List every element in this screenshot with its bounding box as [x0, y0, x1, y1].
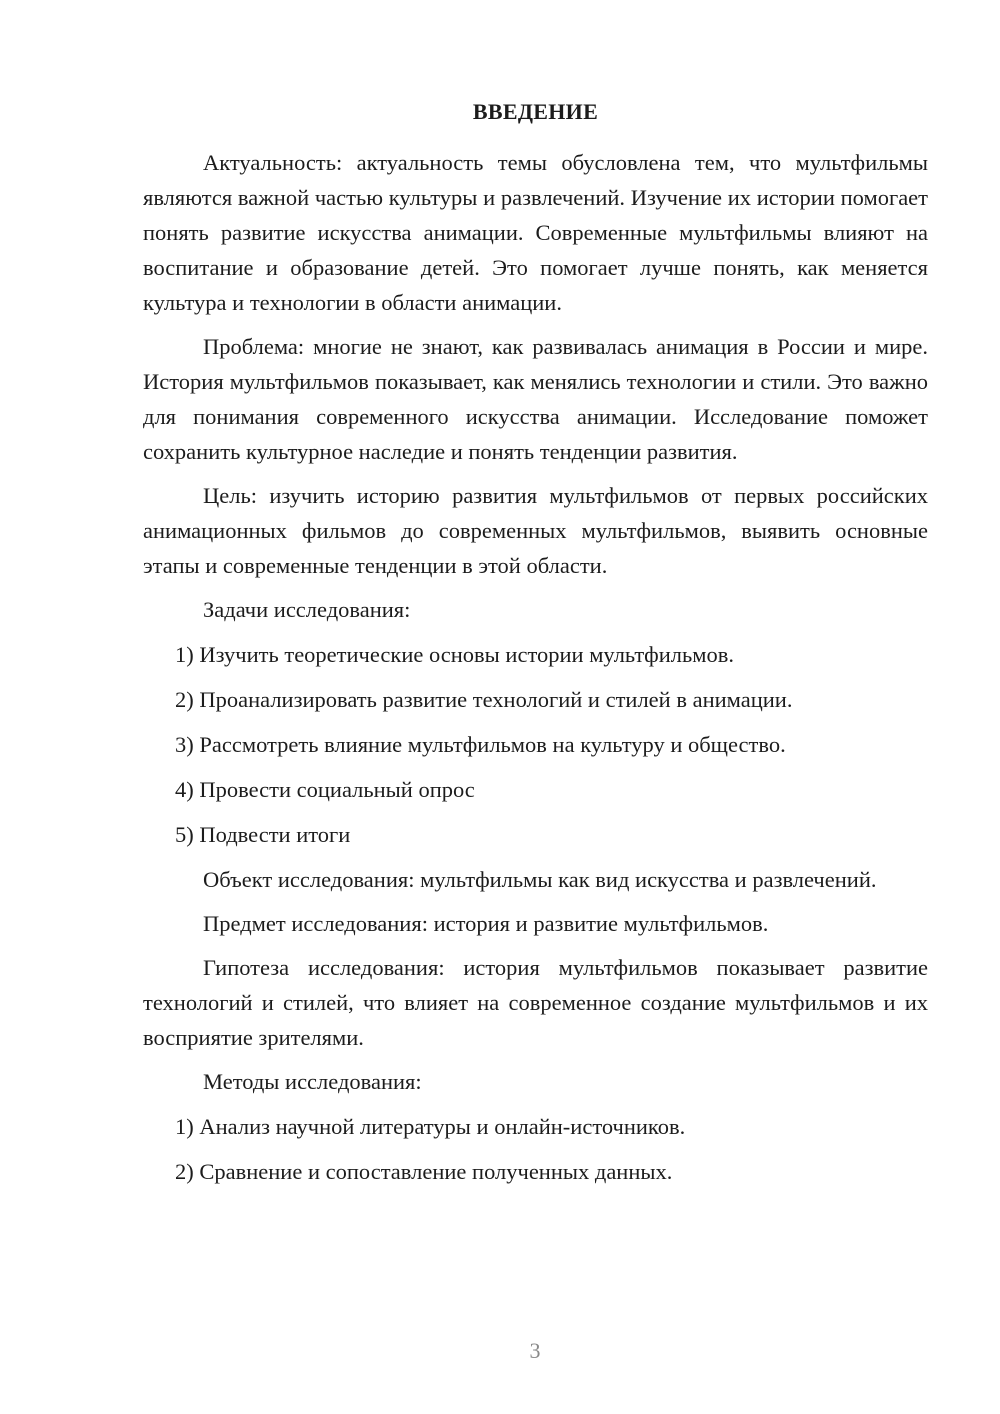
list-item: 3) Рассмотреть влияние мультфильмов на культуру и общество. [175, 732, 786, 757]
tasks-list [143, 637, 928, 852]
list-item: 2) Сравнение и сопоставление полученных данных. [175, 1159, 673, 1184]
list-item: 1) Изучить теоретические основы истории мультфильмов. [175, 642, 735, 667]
methods-list [143, 1109, 928, 1189]
object-paragraph: Объект исследования: мультфильмы как вид искусства и развлечений. [203, 867, 877, 892]
problem-paragraph: Проблема: многие не знают, как развивалась анимация в России и мире. История мультфильмов показывает, как менялись технологии и стили. Это важно для понимания современного искусства анимации. Исследование поможет сохранить культурное наследие и понять тенденции развития. [143, 334, 928, 464]
list-item: 1) Анализ научной литературы и онлайн-источников. [175, 1114, 686, 1139]
relevance-paragraph: Актуальность: актуальность темы обусловлена тем, что мультфильмы являются важной частью культуры и развлечений. Изучение их истории помогает понять развитие искусства анимации. Современные мультфильмы влияют на воспитание и образование детей. Это помогает лучше понять, как меняется культура и технологии в области анимации. [143, 150, 928, 315]
list-item: 2) Проанализировать развитие технологий и стилей в анимации. [175, 687, 793, 712]
list-item: 5) Подвести итоги [175, 822, 351, 847]
goal-paragraph: Цель: изучить историю развития мультфильмов от первых российских анимационных фильмов до современных мультфильмов, выявить основные этапы и современные тенденции в этой области. [143, 483, 928, 578]
subject-paragraph: Предмет исследования: история и развитие мультфильмов. [203, 911, 769, 936]
page-content [143, 94, 928, 1199]
section-title: ВВЕДЕНИЕ [472, 99, 599, 124]
list-item: 4) Провести социальный опрос [175, 777, 475, 802]
hypothesis-paragraph: Гипотеза исследования: история мультфильмов показывает развитие технологий и стилей, что влияет на современное создание мультфильмов и их восприятие зрителями. [143, 955, 928, 1050]
page-number: 3 [529, 1338, 541, 1363]
methods-label: Методы исследования: [203, 1069, 422, 1094]
tasks-label: Задачи исследования: [203, 597, 411, 622]
